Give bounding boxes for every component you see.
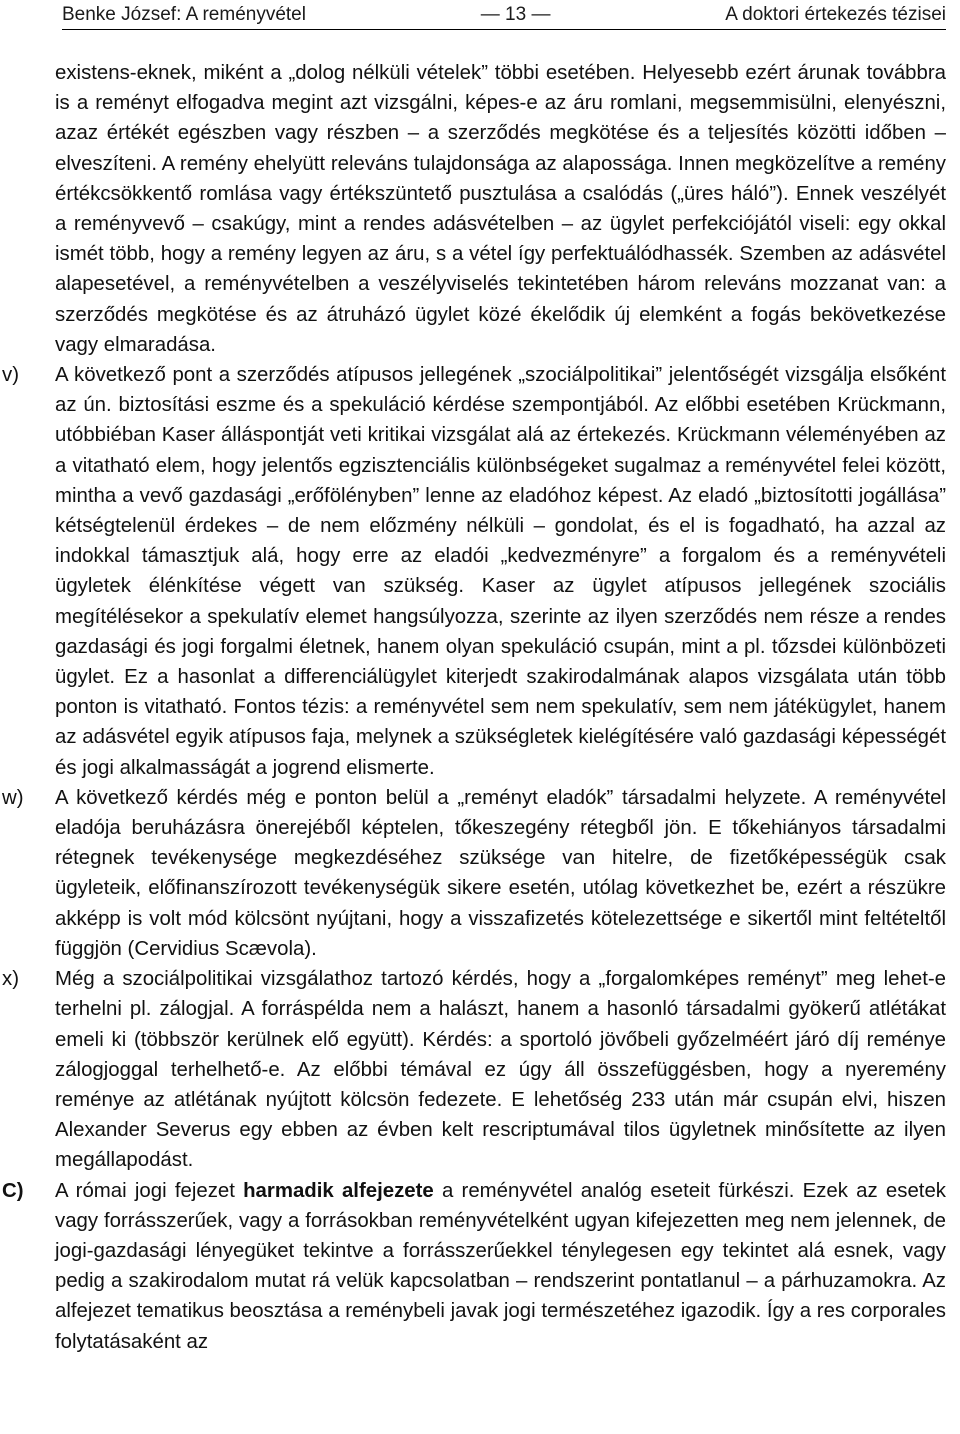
paragraph-c: [0, 1176, 960, 1357]
header-page-number: — 13 —: [480, 4, 551, 25]
paragraph-label: v): [2, 364, 19, 387]
header-document-title: A doktori értekezés tézisei: [725, 4, 946, 25]
paragraph-text: existens-eknek, miként a „dolog nélküli vételek” többi esetében. Helyesebb ezért árunak továbbra is a reményt elfogadva megint azt vizsgálni, képes-e az áru romlani, megsemmisülni, elenyészni, azaz értékét egészben vagy részben – a szerződés megkötése és a teljesítés közötti időben – elveszíteni. A remény ehelyütt releváns tulajdonsága az alapossága. Innen megközelítve a remény értékcsökkentő romlása vagy értékszüntető pusztulása a csalódás („üres háló”). Ennek veszélyét a reményvevő – csakúgy, mint a rendes adásvételben – az ügylet perfekciójától viseli: egy okkal ismét több, hogy a remény legyen az áru, s a vétel így perfektuálódhassék. Szemben az adásvétel alapesetével, a reményvételben a veszélyviselés tekintetében három releváns mozzanat van: a szerződés megkötése és az átruházó ügylet közé ékelődik új elemként a fogás bekövetkezése vagy elmaradása.: [55, 62, 946, 356]
paragraph-intro: [0, 58, 960, 360]
paragraph-text-after: a reményvétel analóg eseteit fürkészi. Ezek az esetek vagy forrásszerűek, vagy a forrásokban reményvételként ugyan kifejezetten meg nem jelennek, de jogi-gazdasági lényegüket tekintve a forrásszerűekkel ténylegesen egy tekintet alá esnek, vagy pedig a szakirodalom mutat rá velük kapcsolatban – rendszerint pontatlanul – a párhuzamokra. Az alfejezet tematikus beosztása a reménybeli javak jogi természetéhez igazodik. Így a res corporales folytatásaként az: [55, 1179, 946, 1353]
paragraph-v: [0, 360, 960, 783]
paragraph-text: Még a szociálpolitikai vizsgálathoz tartozó kérdés, hogy a „forgalomképes reményt” meg lehet-e terhelni pl. zálogjal. A forráspélda nem a halászt, hanem a hasonló társadalmi gyökerű atlétákat emeli ki (többször kerülnek elő együtt). Kérdés: a sportoló jövőbeli győzelméért járó díj reménye zálogjoggal terhelhető-e. Az előbbi témával ez úgy áll összefüggésben, hogy a nyeremény reménye az atlétának nyújtott kölcsön fedezete. E lehetőség 233 után már csupán elvi, hiszen Alexander Severus egy ebben az évben kelt rescriptumával tilos ügyletnek minősítette az ilyen megállapodást.: [55, 968, 946, 1172]
page-body: [0, 58, 960, 1357]
paragraph-text-before: A római jogi fejezet: [55, 1179, 244, 1202]
paragraph-label: x): [2, 968, 19, 991]
paragraph-text: A következő kérdés még e ponton belül a „reményt eladók” társadalmi helyzete. A reményvétel eladója beruházásra önerejéből képtelen, tőkeszegény rétegből jön. E tőkehiányos társadalmi rétegnek tevékenysége megkezdéséhez szüksége van hitelre, de fizetőképességük csak ügyleteik, előfinanszírozott tevékenységük sikere esetén, utólag következhet be, ezért a részükre akképp is volt mód kölcsönt nyújtani, hogy a visszafizetés kötelezettsége e sikertől mint feltételtől függjön (Cervidius Scævola).: [55, 786, 946, 960]
paragraph-label: C): [2, 1179, 24, 1202]
paragraph-text: A következő pont a szerződés atípusos jellegének „szociálpolitikai” jelentőségét vizsgálja elsőként az ún. biztosítási eszme és a spekuláció kérdése szempontjából. Az előbbi esetében Krückmann, utóbbiéban Kaser álláspontját veti kritikai vizsgálat alá az értekezés. Krückmann véleményében az a vitatható elem, hogy jelentős egzisztenciális különbségeket sugalmaz a reményvétel felei között, mintha a vevő gazdasági „erőfölényben” lenne az eladóhoz képest. Az eladó „biztosítotti jogállása” kétségtelenül érdekes – de nem előzmény nélküli – gondolat, és el is fogadható, ha azzal az indokkal támasztjuk alá, hogy erre az eladói „kedvezményre” a forgalom és a reményvételi ügyletek élénkítése végett van szükség. Kaser az ügylet atípusos jellegének szociális megítélésekor a spekulatív elemet hangsúlyozza, szerinte az ilyen szerződés nem része a rendes gazdasági és jogi forgalmi életnek, hanem olyan spekuláció csupán, mint a pl. tőzsdei különbözeti ügylet. Ez a hasonlat a differenciálügylet kiterjedt szakirodalmának alapos vizsgálata után több ponton is vitatható. Fontos tézis: a reményvétel sem nem spekulatív, sem nem játékügylet, hanem az adásvétel egyik atípusos faja, melynek a szükségletek kielégítésére való gazdasági képességét és jogi alkalmasságát a jogrend elismerte.: [55, 364, 946, 779]
paragraph-label: w): [2, 786, 24, 809]
paragraph-x: [0, 964, 960, 1175]
header-author-title: Benke József: A reményvétel: [62, 4, 306, 25]
paragraph-w: [0, 783, 960, 964]
paragraph-bold-term: harmadik alfejezete: [243, 1179, 434, 1202]
running-header: [62, 0, 946, 30]
